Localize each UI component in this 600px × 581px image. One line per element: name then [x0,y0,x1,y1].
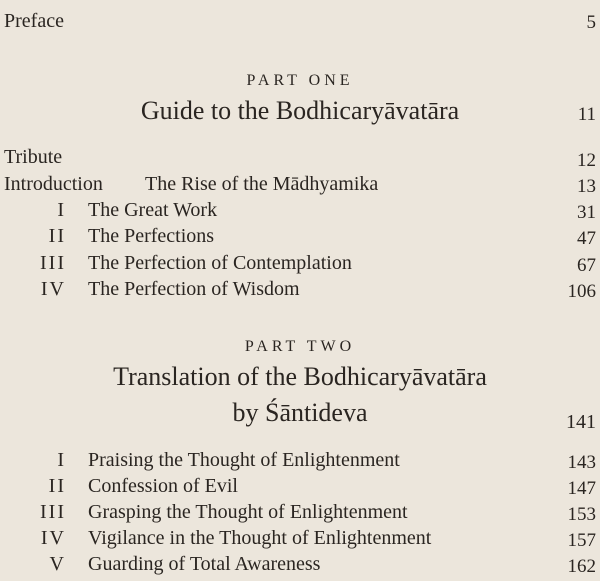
chapter-title: Vigilance in the Thought of Enlightenment [88,527,432,549]
part-two-title-line1: Translation of the Bodhicaryāvatāra [113,362,487,391]
toc-entry [0,449,600,471]
toc-entry-introduction-page: 13 [577,176,596,197]
toc-entry [0,553,600,575]
chapter-page: 147 [567,478,596,499]
chapter-number: IV [40,527,66,549]
toc-entry-preface-title: Preface [4,10,64,32]
chapter-title: Guarding of Total Awareness [88,553,321,575]
chapter-page: 153 [567,504,596,525]
chapter-number: V [49,553,66,575]
chapter-title: The Perfection of Contemplation [88,252,352,274]
part-one-label: PART ONE [246,72,354,89]
chapter-page: 162 [567,556,596,577]
chapter-page: 47 [577,228,596,249]
chapter-title: Grasping the Thought of Enlightenment [88,501,408,523]
part-one-page: 11 [577,104,596,125]
toc-entry-tribute-title: Tribute [4,146,63,168]
part-two-title-line2: by Śāntideva [232,398,368,427]
chapter-number: II [48,225,66,247]
chapter-title: Confession of Evil [88,475,238,497]
toc-entry [0,252,600,274]
chapter-number: III [40,252,66,274]
part-two-page: 141 [566,411,596,433]
toc-entry [0,475,600,497]
chapter-title: Praising the Thought of Enlightenment [88,449,400,471]
part-two-label: PART TWO [244,338,356,355]
toc-entry-introduction-title: The Rise of the Mādhyamika [145,173,379,195]
chapter-number: II [48,475,66,497]
chapter-number: IV [40,278,66,300]
toc-entry [0,278,600,300]
part-one-title: Guide to the Bodhicaryāvatāra [140,96,460,125]
chapter-page: 67 [577,255,596,276]
toc-entry [0,199,600,221]
chapter-title: The Perfection of Wisdom [88,278,300,300]
toc-entry-introduction-label: Introduction [4,173,103,195]
chapter-title: The Perfections [88,225,215,247]
chapter-page: 31 [577,202,596,223]
toc-entry-preface-page: 5 [586,12,596,33]
toc-entry [0,527,600,549]
chapter-page: 143 [567,452,596,473]
toc-entry [0,225,600,247]
chapter-title: The Great Work [88,199,218,221]
chapter-number: I [57,449,66,471]
toc-entry [0,501,600,523]
toc-entry-tribute-page: 12 [577,150,596,171]
chapter-number: I [57,199,66,221]
chapter-page: 106 [567,281,596,302]
chapter-number: III [40,501,66,523]
chapter-page: 157 [567,530,596,551]
